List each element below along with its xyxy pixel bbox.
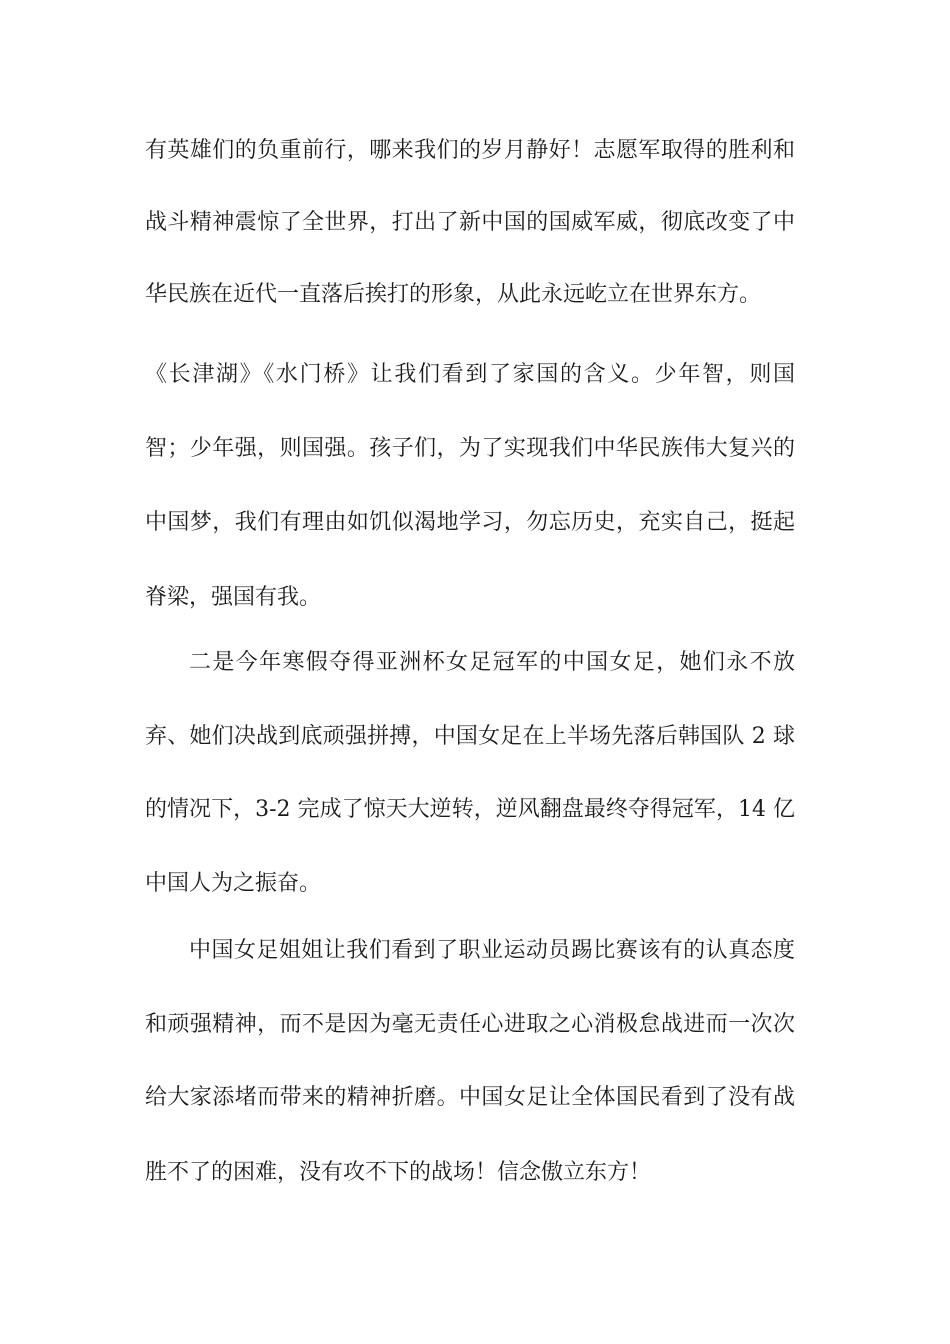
text-line: 有英雄们的负重前行，哪来我们的岁月静好！志愿军取得的胜利和 (145, 138, 795, 163)
text-line: 弃、她们决战到底顽强拼搏，中国女足在上半场先落后韩国队 2 球 (145, 724, 795, 749)
text-line: 中国梦，我们有理由如饥似渴地学习，勿忘历史，充实自己，挺起 (145, 510, 795, 535)
text-line: 胜不了的困难，没有攻不下的战场！信念傲立东方！ (145, 1160, 652, 1185)
paragraph-first-line: 二是今年寒假夺得亚洲杯女足冠军的中国女足，她们永不放 (189, 650, 795, 675)
text-line: 智；少年强，则国强。孩子们，为了实现我们中华民族伟大复兴的 (145, 436, 795, 461)
text-line: 脊梁，强国有我。 (145, 585, 322, 610)
text-line: 的情况下，3-2 完成了惊天大逆转，逆风翻盘最终夺得冠军，14 亿 (145, 797, 795, 822)
paragraph-first-line: 中国女足姐姐让我们看到了职业运动员踢比赛该有的认真态度 (189, 938, 795, 963)
text-line: 华民族在近代一直落后挨打的形象，从此永远屹立在世界东方。 (145, 282, 762, 307)
text-line: 和顽强精神，而不是因为毫无责任心进取之心消极怠战进而一次次 (145, 1012, 795, 1037)
text-line: 《长津湖》《水门桥》让我们看到了家国的含义。少年智，则国 (145, 362, 795, 387)
text-line: 战斗精神震惊了全世界，打出了新中国的国威军威，彻底改变了中 (145, 210, 795, 235)
text-line: 给大家添堵而带来的精神折磨。中国女足让全体国民看到了没有战 (145, 1085, 795, 1110)
text-line: 中国人为之振奋。 (145, 871, 322, 896)
